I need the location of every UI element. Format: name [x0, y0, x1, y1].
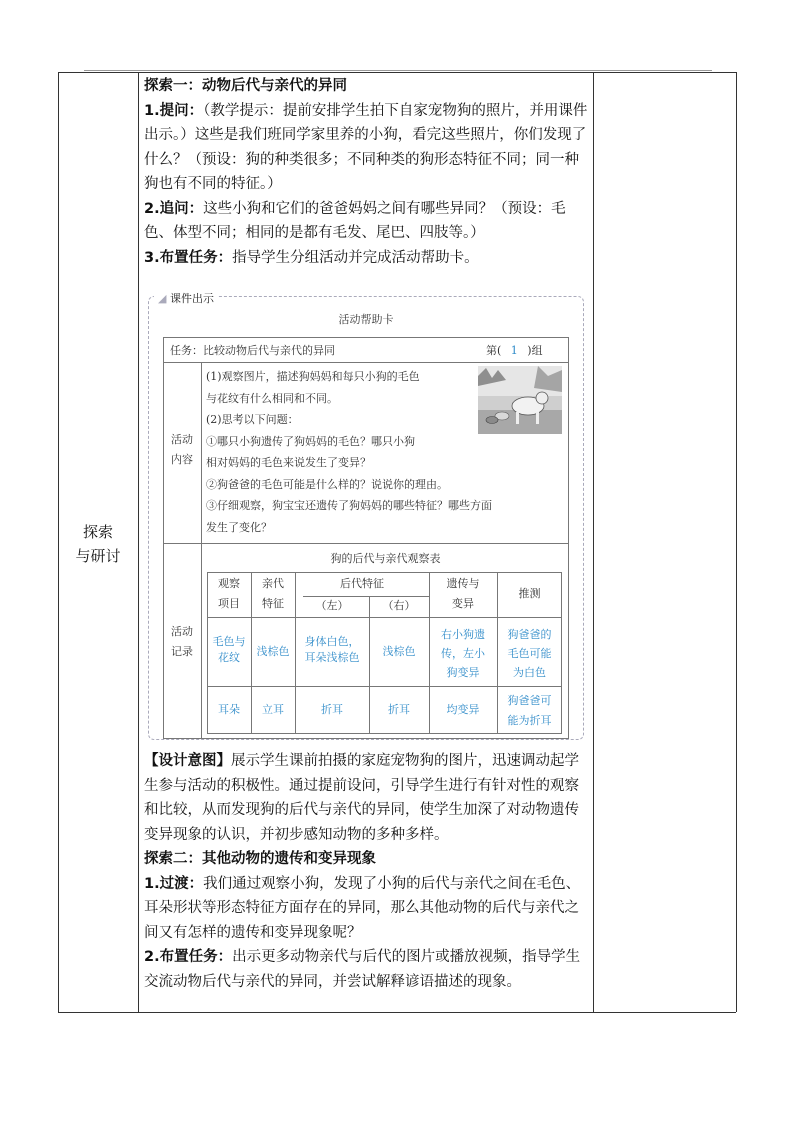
- observation-table: [207, 572, 562, 734]
- row1-right: 浅棕色: [382, 645, 416, 658]
- group-number: [486, 341, 543, 361]
- lower-content: [144, 749, 588, 994]
- card-title: 活动帮助卡: [338, 313, 394, 326]
- header-text: 观察: [218, 577, 240, 590]
- header-text: 变异: [452, 597, 474, 610]
- item-label: 1.过渡：: [144, 875, 204, 892]
- header-item: [207, 574, 251, 614]
- section-1-item-2: [144, 197, 588, 246]
- item-label: 2.布置任务：: [144, 949, 233, 965]
- task-text: 任务：比较动物后代与亲代的异同: [170, 344, 335, 357]
- row2-left: 折耳: [321, 703, 343, 716]
- item-label: 2.追问：: [144, 200, 204, 217]
- table-top-border: [58, 72, 736, 73]
- section-1-heading: 探索一：动物后代与亲代的异同: [144, 78, 347, 94]
- row-label: [58, 520, 138, 568]
- header-offspring: 后代特征: [340, 577, 384, 590]
- item-label: 1.提问：: [144, 102, 204, 119]
- content-line: 与花纹有什么相同和不同。: [206, 391, 338, 405]
- section-2-heading: 探索二：其他动物的遗传和变异现象: [144, 851, 376, 867]
- obs-h2: [207, 617, 562, 618]
- header-parent: [251, 574, 295, 614]
- section-1-item-3: [144, 246, 588, 271]
- content-line: ①哪只小狗遗传了狗妈妈的毛色？哪只小狗: [206, 434, 415, 448]
- design-intent-text: 展示学生课前拍摄的家庭宠物狗的图片，迅速调动起学生参与活动的积极性。通过提前设问，引导学生进行有针对性的观察和比较，从而发现狗的后代与亲代的异同，使学生加深了对动物遗传变异现象的认识，并初步感知动物的多种多样。: [144, 753, 579, 843]
- dog-photo: [478, 366, 562, 434]
- card-row-divider-1: [163, 362, 569, 363]
- row2-right: 折耳: [388, 703, 410, 716]
- content-line: 发生了变化？: [206, 520, 272, 534]
- row1-parent: 浅棕色: [256, 645, 290, 658]
- section-2-item-2: [144, 945, 588, 994]
- row2-variation: 均变异: [446, 703, 480, 716]
- table-bottom-border: [58, 1012, 736, 1013]
- courseware-label-text: 课件出示: [169, 292, 214, 305]
- content-label: [163, 430, 201, 470]
- header-variation: [429, 574, 497, 614]
- content-line: ②狗爸爸的毛色可能是什么样的？说说你的理由。: [206, 477, 448, 491]
- record-label: [163, 622, 201, 662]
- cell-text: 狗变异: [446, 666, 480, 679]
- obs-h3: [207, 686, 562, 687]
- cell-text: 狗爸爸的: [507, 628, 552, 641]
- content-line: (1)观察图片，描述狗妈妈和每只小狗的毛色: [206, 370, 420, 383]
- content-label-line: 内容: [171, 453, 193, 466]
- item-text: 我们通过观察小狗，发现了小狗的后代与亲代之间在毛色、耳朵形状等形态特征方面存在的异同，那么其他动物的后代与亲代之间又有怎样的遗传和变异现象呢？: [144, 875, 581, 941]
- header-text: 项目: [218, 597, 240, 610]
- item-text: （教学提示：提前安排学生拍下自家宠物狗的照片，并用课件出示。）这些是我们班同学家里养的小狗，看完这些照片，你们发现了什么？（预设：狗的种类很多；不同种类的狗形态特征不同；同一种狗也有不同的特征。）: [144, 102, 588, 192]
- row2-parent: 立耳: [262, 703, 284, 716]
- cell-text: 传，左小: [441, 647, 485, 660]
- item-text: 指导学生分组活动并完成活动帮助卡。: [232, 249, 479, 266]
- header-text: 特征: [262, 597, 284, 610]
- cell-text: 耳朵浅棕色: [304, 651, 360, 664]
- section-1: [144, 74, 588, 270]
- header-text: 亲代: [262, 577, 284, 590]
- row1-item: [207, 634, 251, 666]
- header-left: （左）: [315, 599, 349, 612]
- content-line: 相对妈妈的毛色来说发生了变异？: [206, 456, 371, 469]
- cell-text: 狗爸爸可: [507, 694, 552, 707]
- row2-item: 耳朵: [218, 703, 240, 716]
- cell-text: 能为折耳: [507, 714, 552, 727]
- card-row-divider-2: [163, 543, 569, 544]
- observation-table-title: 狗的后代与亲代观察表: [330, 552, 441, 565]
- table-col-divider-2: [593, 72, 594, 1012]
- record-label-line: 活动: [171, 625, 193, 638]
- row-label-line-1: 探索: [82, 523, 113, 541]
- table-col-divider-1: [138, 72, 139, 1012]
- group-suffix: )组: [527, 344, 543, 357]
- row1-left: [295, 634, 369, 666]
- group-number-value: 1: [510, 344, 518, 357]
- triangle-icon: ◢: [158, 292, 167, 305]
- section-1-item-1: [144, 99, 588, 197]
- table-right-border: [736, 72, 737, 1012]
- cell-text: 右小狗遗: [441, 628, 485, 641]
- row-label-line-2: 与研讨: [75, 547, 121, 565]
- content-label-line: 活动: [171, 433, 193, 446]
- group-prefix: 第(: [486, 344, 502, 357]
- content-line: ③仔细观察，狗宝宝还遗传了狗妈妈的哪些特征？哪些方面: [206, 499, 492, 512]
- design-intent-label: 【设计意图】: [144, 753, 231, 769]
- courseware-label: [154, 290, 218, 306]
- item-label: 3.布置任务：: [144, 249, 233, 266]
- item-text: 这些小狗和它们的爸爸妈妈之间有哪些异同？（预设：毛色、体型不同；相同的是都有毛发、尾巴、四肢等。）: [144, 200, 566, 241]
- row1-guess: [497, 625, 562, 682]
- row2-guess: [497, 691, 562, 731]
- cell-text: 花纹: [218, 651, 240, 664]
- header-guess: 推测: [518, 587, 541, 600]
- record-label-line: 记录: [171, 645, 193, 658]
- cell-text: 毛色与: [212, 635, 246, 648]
- row1-variation: [429, 625, 497, 682]
- cell-text: 为白色: [513, 666, 546, 679]
- cell-text: 身体白色，: [304, 635, 360, 648]
- section-2-item-1: [144, 872, 588, 946]
- item-text: 出示更多动物亲代与后代的图片或播放视频，指导学生交流动物后代与亲代的异同，并尝试解释谚语描述的现象。: [144, 949, 581, 990]
- header-right: （右）: [382, 599, 416, 612]
- header-text: 遗传与: [446, 577, 480, 590]
- content-line: (2)思考以下问题：: [206, 413, 299, 426]
- top-thin-rule: [84, 70, 712, 71]
- design-intent: [144, 749, 588, 847]
- cell-text: 毛色可能: [507, 647, 552, 660]
